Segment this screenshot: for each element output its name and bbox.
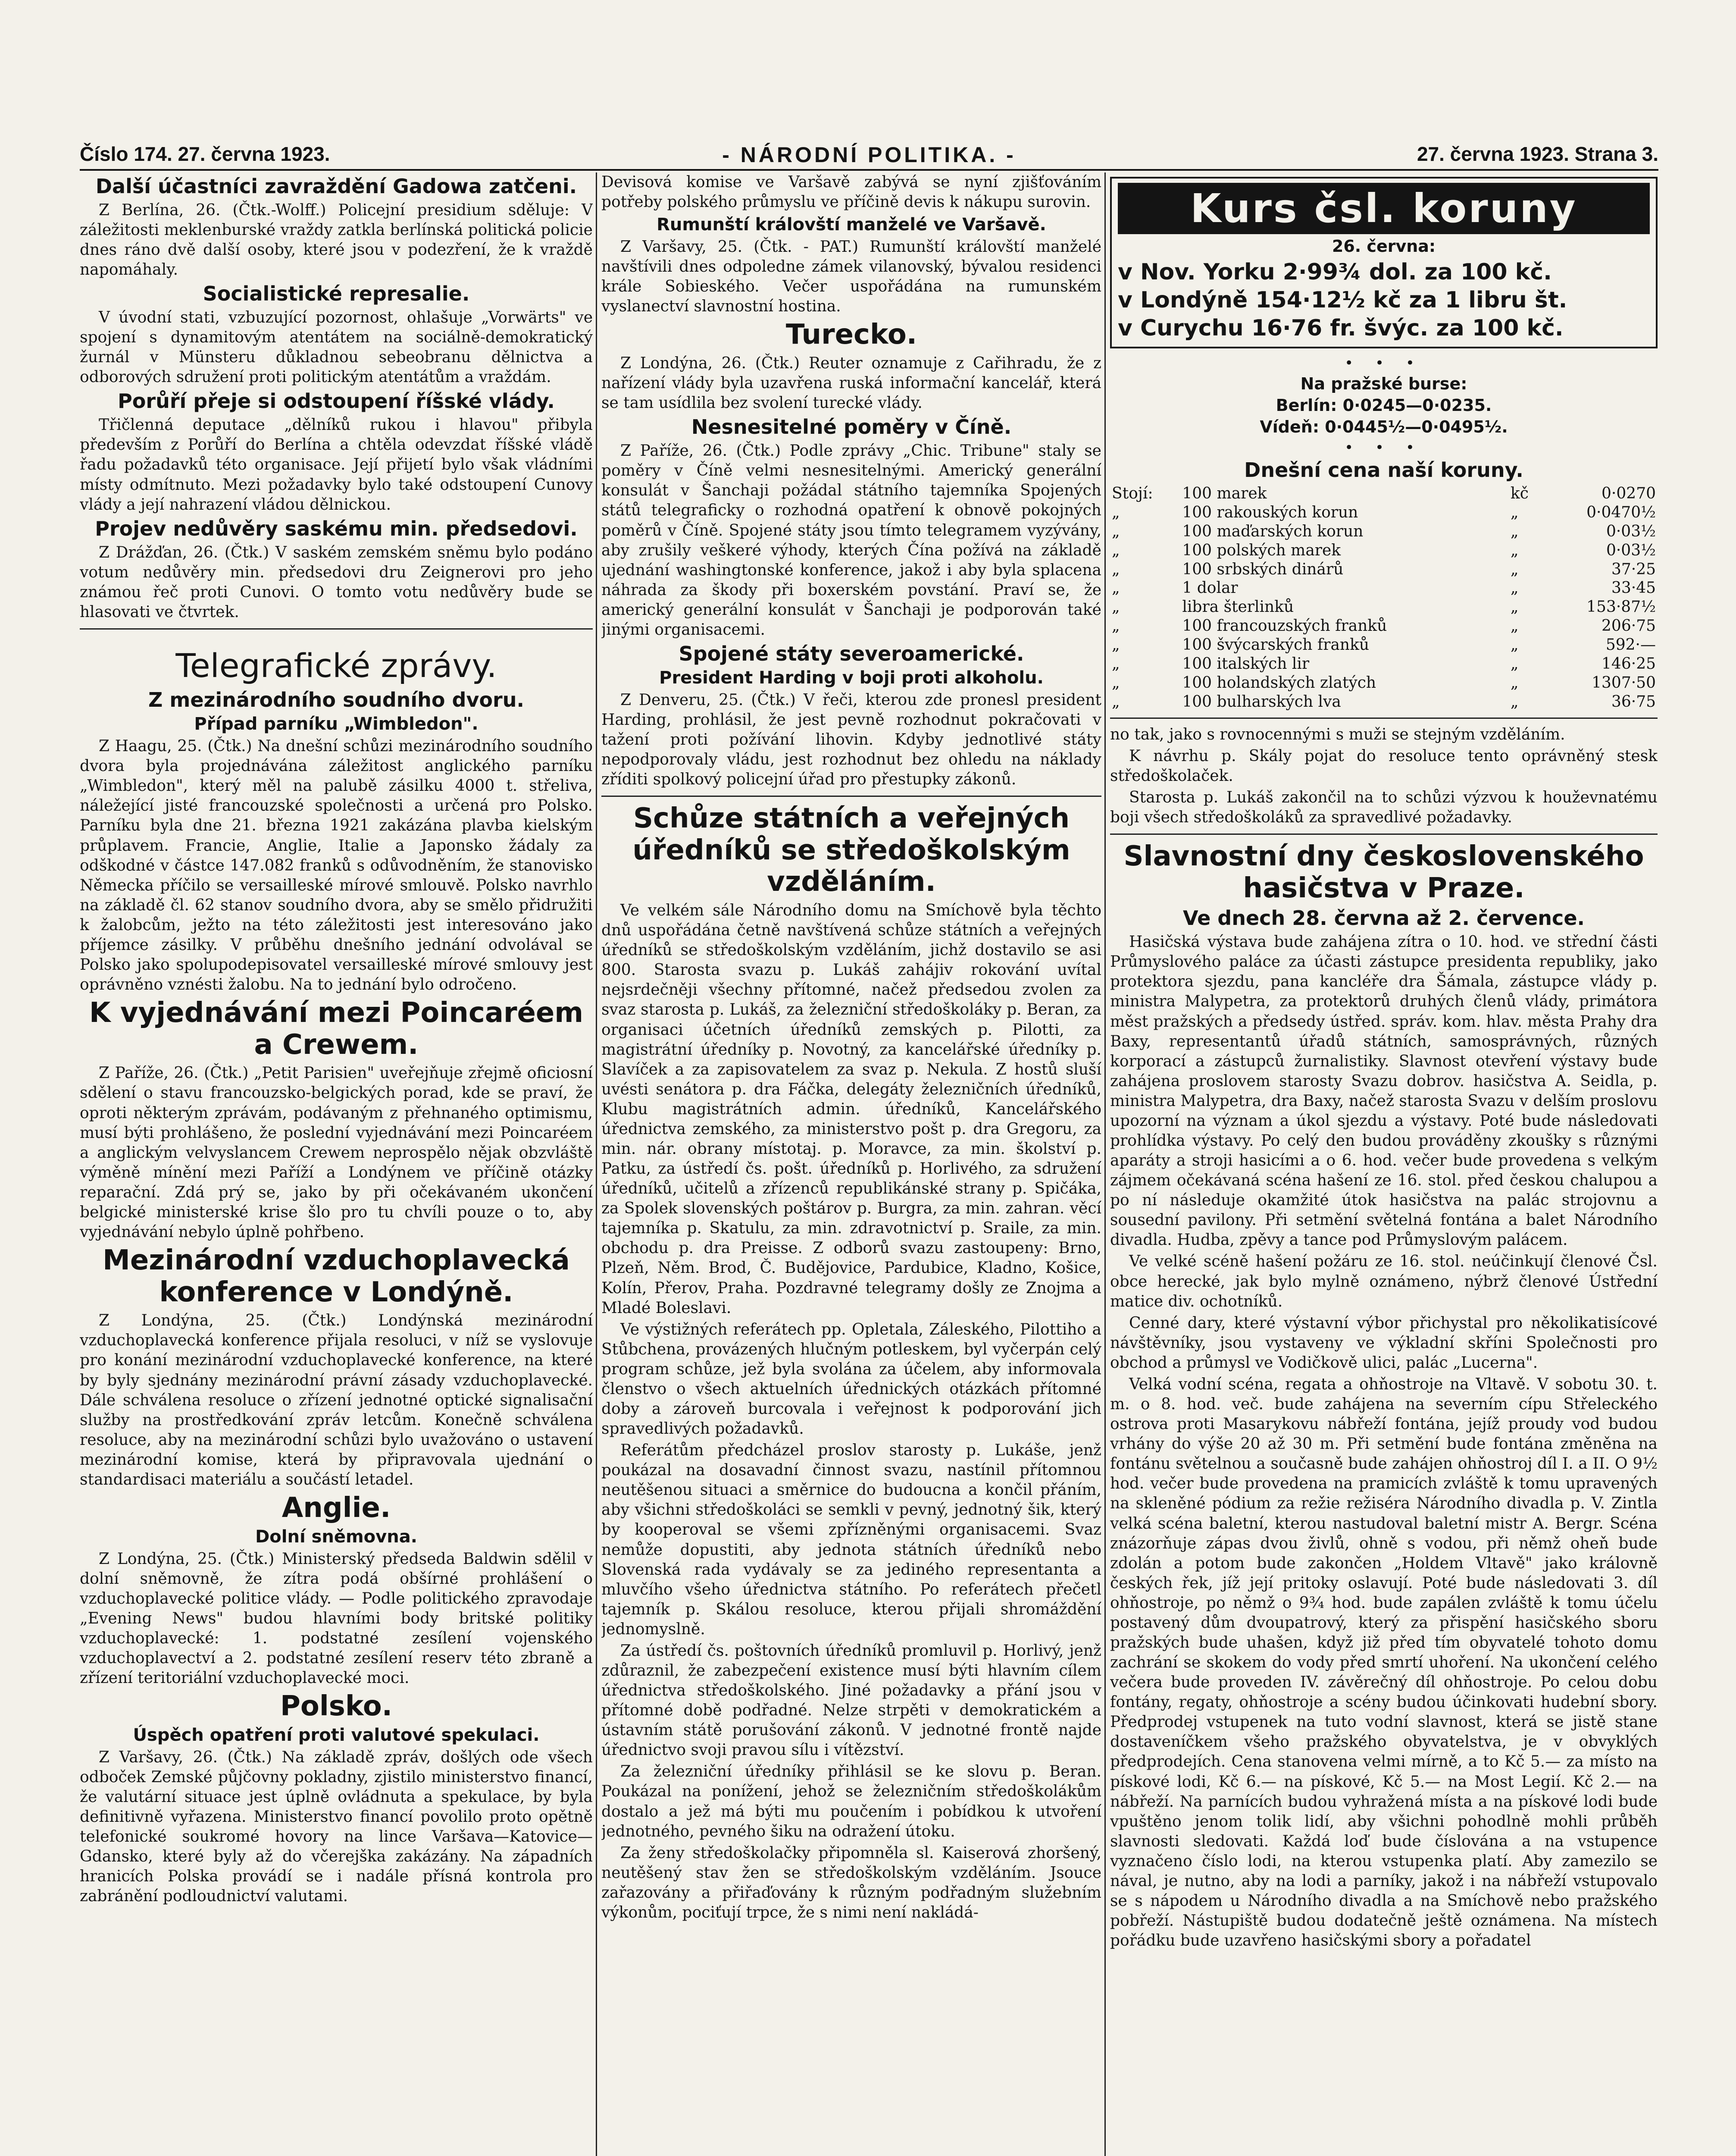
rate-value: 0·0470½ — [1586, 503, 1656, 521]
currency-rate-row — [1110, 522, 1658, 541]
article-headline: Z mezinárodního soudního dvoru. — [148, 688, 524, 712]
currency-rate-row — [1110, 655, 1658, 674]
article-text: Z Varšavy, 26. (Čtk.) Na základě zpráv, došlých ode všech odboček Zemské půjčovny pokladny, zjistilo ministerstvo financí, že valutární situace jest úplně ovládnuta a spekulace, by byla definitivně vyřazena. Ministerstvo financí povolilo proto opětně telefonické soukromé hovory na lince Varšava—Katovice—Gdansko, které byly až do včerejška zakázány. Na západních hranicích Polska provádí se i nadále přísná kontrola pro zabránění podloudnictví valutami. — [80, 1748, 593, 1905]
article-text: Z Paříže, 26. (Čtk.) „Petit Parisien" uveřejňuje zřejmě oficiosní sdělení o stavu francouzsko-belgických porad, kde se praví, že oproti některým zprávám, podávaným z přehnaného optimismu, musí býti prohlášeno, že poslední vyjednávání mezi Poincaréem a anglickým velvyslancem Crewem neprospělo nějak obzvláště výměně mínění mezi Paříží a Londýnem ve příčině otázky reparační. Zdá prý se, jako by při očekávaném ukončení belgické ministerské krise šlo pro tu chvíli pouze o to, aby vyjednávání nebylo úplně pohřbeno. — [80, 1064, 593, 1241]
rate-value: 146·25 — [1601, 655, 1656, 673]
bourse-vienna: Vídeň: 0·0445½—0·0495½. — [1260, 417, 1508, 436]
column-3 — [1110, 172, 1658, 2156]
article-headline: Nesnesitelné poměry v Číně. — [691, 415, 1012, 439]
article-subheadline: Případ parníku „Wimbledon". — [194, 714, 479, 734]
article-headline: Anglie. — [282, 1492, 391, 1524]
rate-value: 1307·50 — [1592, 674, 1656, 692]
rate-unit: „ — [1510, 503, 1519, 521]
article-text: no tak, jako s rovnocennými s muži se stejným vzděláním. — [1110, 725, 1565, 743]
ornament-dots: • • • — [1345, 439, 1423, 456]
currency-rate-row — [1110, 541, 1658, 560]
section-rule — [601, 796, 1101, 797]
article-headline: Socialistické represalie. — [203, 282, 470, 306]
article-text: Cenné dary, které výstavní výbor přichystal pro několikatisícové návštěvníky, jsou vystaveny ve výkladní skříni Společnosti pro obchod a průmysl ve Vodičkově ulici, palác „Lucerna". — [1110, 1314, 1658, 1372]
ornament-dots: • • • — [1345, 354, 1423, 372]
rate-prefix: „ — [1112, 655, 1120, 673]
column-divider — [1104, 172, 1106, 2156]
exchange-rate-box — [1110, 177, 1658, 348]
article-text: Z Londýna, 25. (Čtk.) Londýnská mezinárodní vzduchoplavecká konference přijala resoluci, v níž se vyslovuje pro konání mezinárodní vzduchoplavecké konference, na které by byly sjednány mezinárodní právní zásady vzduchoplavecké. Dále schválena resoluce o zřízení jednotné optické signalisační služby na prostředkování zpráv letcům. Konečně schválena resoluce, aby na mezinárodní schůzi bylo uvažováno o ustavení mezinárodní komise, která by připravovala ujednání o standardisaci materiálu a součástí letadel. — [80, 1312, 593, 1489]
rate-unit: „ — [1510, 541, 1519, 559]
article-text: Za ženy středoškolačky připomněla sl. Kaiserová zhoršený, neutěšený stav žen se středoškolským vzděláním. Jsouce zařazovány a přiřaďovány k různým podřadným služebním výkonům, pociťují trpce, že s nimi není nakládá- — [601, 1844, 1101, 1921]
page-header — [80, 138, 1658, 172]
exchange-rate-title: Kurs čsl. koruny — [1118, 183, 1650, 234]
currency-rate-row — [1110, 503, 1658, 522]
article-headline: K vyjednávání mezi Poincaréem a Crewem. — [89, 997, 584, 1061]
header-rule — [80, 169, 1658, 171]
rate-label: 100 švýcarských franků — [1182, 636, 1370, 654]
article-text: Třičlenná deputace „dělníků rukou i hlavou" přibyla především z Porůří do Berlína a chtěla odevzdat říšské vládě řadu požadavků této organisace. Její přijetí bylo však vládními místy odmítnuto. Mezi požadavky bylo také odstoupení Cunovy vlády a její nahrazení vládou dělnickou. — [80, 416, 593, 514]
section-rule — [1110, 834, 1658, 835]
section-title: Telegrafické zprávy. — [175, 646, 497, 685]
article-headline: Porůří přeje si odstoupení říšské vlády. — [118, 389, 555, 413]
rate-unit: „ — [1510, 674, 1519, 692]
rate-prefix: „ — [1112, 598, 1120, 616]
rate-value: 0·03½ — [1606, 522, 1656, 540]
currency-rate-row — [1110, 636, 1658, 655]
rate-london: v Londýně 154·12½ kč za 1 libru št. — [1118, 287, 1567, 313]
rate-unit: „ — [1510, 636, 1519, 654]
currency-rate-row — [1110, 693, 1658, 711]
rate-unit: „ — [1510, 598, 1519, 616]
rate-label: libra šterlinků — [1182, 598, 1294, 616]
article-text: Z Londýna, 25. (Čtk.) Ministerský předseda Baldwin sdělil v dolní sněmovně, že zítra podá obšírné prohlášení o vzduchoplavecké politice vlády. — Podle politického zpravodaje „Evening News" budou hlavními body britské politiky vzduchoplavecké: 1. podstatné zesílení vojenského vzduchoplavectví a 2. podstatné zesílení reserv této zbraně a zřízení teritoriální vzduchoplavecké moci. — [80, 1550, 593, 1687]
article-text: Z Londýna, 26. (Čtk.) Reuter oznamuje z Cařihradu, že z nařízení vlády byla uzavřena ruská informační kancelář, která se tam usídlila bez svolení turecké vlády. — [601, 354, 1101, 412]
article-text: Z Drážďan, 26. (Čtk.) V saském zemském sněmu bylo podáno votum nedůvěry min. předsedovi dru Zeignerovi pro jeho známou řeč proti Cunovi. O tomto votu nedůvěry bude se hlasovati ve čtvrtek. — [80, 543, 593, 621]
currency-rate-row — [1110, 674, 1658, 693]
article-headline: Rumunští královští manželé ve Varšavě. — [657, 215, 1046, 235]
currency-rate-row — [1110, 560, 1658, 579]
article-text: Z Berlína, 26. (Čtk.-Wolff.) Policejní presidium sděluje: V záležitosti meklenburské vraždy zatkla berlínská politická policie dnes ráno dvě další osoby, které jsou v podezření, že k vraždě napomáhaly. — [80, 201, 593, 279]
rate-label: 100 polských marek — [1182, 541, 1341, 559]
rate-unit: „ — [1510, 522, 1519, 540]
article-subheadline: Ve dnech 28. června až 2. července. — [1183, 906, 1585, 930]
currency-value-title: Dnešní cena naší koruny. — [1244, 458, 1523, 482]
currency-rate-row — [1110, 617, 1658, 636]
bourse-berlin: Berlín: 0·0245—0·0235. — [1276, 396, 1492, 415]
rate-value: 0·03½ — [1606, 541, 1656, 559]
article-text: Ve výstižných referátech pp. Opletala, Záleského, Pilottiho a Stůbchena, provázených hlučným potleskem, byl vyčerpán celý program schůze, jež byla svolána za účelem, aby informovala členstvo o všech aktuelních úřednických otázkách přítomné doby a zároveň burcovala i veřejnost k podporování jich spravedlivých požadavků. — [601, 1320, 1101, 1438]
rate-label: 100 italských lir — [1182, 655, 1310, 673]
exchange-rate-date: 26. června: — [1332, 237, 1436, 256]
currency-rate-row — [1110, 484, 1658, 503]
article-text: Velká vodní scéna, regata a ohňostroje na Vltavě. V sobotu 30. t. m. o 8. hod. več. bude zahájena na severním cípu Střeleckého ostrova proti Masarykovu nábřeží fontána, jejíž proudy vod budou vrhány do výše 20 až 30 m. Při setmění bude fontána změněna na fontánu světelnou a současně bude zahájen ohňostroj díl I. a II. O 9½ hod. večer bude provedena na pramicích zvláště k tomu upravených na skleněné pódium za režie režiséra Národního divadla p. V. Zintla velká scéna baletní, kterou nastudoval baletní mistr A. Bergr. Scéna znázorňuje zápas dvou živlů, ohně s vodou, při němž oheň bude zdolán a potom bude zakončen „Holdem Vltavě" jako královně českých řek, jíž její pritoky oslavují. Poté bude následovati 3. díl ohňostroje, po němž o 9¾ hod. bude zapálen zvláště k tomu účelu postavený dům dvoupatrový, který za přispění hasičského sboru pražských bude uhašen, když již před tím obyvatelé tohoto domu zachrání se skokem do vody před smrtí uhoření. Na ukončení celého večera bude proveden IV. závěrečný díl ohňostroje. Po celou dobu fontány, regaty, ohňostroje a scény budou účinkovati hudební sbory. Předprodej vstupenek na tuto vodní slavnost, která se jistě stane dostaveníčkem všeho pražského obyvatelstva, je v obvyklých předprodejích. Cena stanovena velmi mírně, a to Kč 5.— za místo na pískové lodi, Kč 6.— na pískové, Kč 5.— na Most Legií. Kč 2.— na nábřeží. Na parnících budou vyhražená místa a na pískové lodi bude vpuštěno jenom tolik lidí, aby všichni pohodlně mohli průběh slavnosti sledovati. Každá loď bude číslována a na vstupence vyznačeno číslo lodi, na kterou vstupenka platí. Aby zamezilo se nával, je nutno, aby na lodi a parníky, jakož i na nábřeží vstupovalo se s nápodem u Národního divadla a na Smíchově nebo pražského pobřeží. Nástupiště budou dodatečně ještě oznámena. Na místech pořádku bude uzavřeno hasičskými sbory a pořadatel — [1110, 1375, 1658, 1950]
currency-rate-row — [1110, 579, 1658, 598]
article-text: Hasičská výstava bude zahájena zítra o 10. hod. ve střední části Průmyslového paláce za účasti zástupce presidenta republiky, jako protektora sjezdu, pana kancléře dra Šámala, zástupce vlády p. ministra Malypetra, za protektorů druhých členů vlády, primátora měst pražských a předsedy ústřed. správ. kom. hlav. města Prahy dra Baxy, representantů úřadů státních, samosprávných, různých korporací a zástupců žurnalistiky. Slavnost otevření výstavy bude zahájena proslovem starosty Svazu dobrov. hasičstva A. Seidla, p. ministra Malypetra, dra Baxy, načež starosta Svazu v delším proslovu upozorní na význam a úkol sjezdu a výstavy. Poté bude následovati prohlídka výstavy. Po celý den budou prováděny zkoušky s různými aparáty a stroji hasicími a o 6. hod. večer bude provedena s velkým zájmem očekávaná scéna hašení ze 16. stol. před českou chalupou a po ní následuje okamžité útok hasičstva na palác strojovnu a sousední pavilony. Při setmění světelná fontána a balet Národního divadla. Hudba, zpěvy a tance pod Průmyslovým palácem. — [1110, 933, 1658, 1249]
article-subheadline: Dolní sněmovna. — [255, 1526, 417, 1547]
article-headline: Schůze státních a veřejných úředníků se středoškolským vzděláním. — [632, 802, 1070, 898]
rate-prefix: „ — [1112, 560, 1120, 578]
column-2 — [601, 172, 1101, 2156]
article-headline: Polsko. — [280, 1690, 393, 1723]
article-headline: Mezinárodní vzduchoplavecká konference v Londýně. — [103, 1244, 570, 1308]
rate-prefix: „ — [1112, 636, 1120, 654]
rate-prefix: „ — [1112, 522, 1120, 540]
article-text: V úvodní stati, vzbuzující pozornost, ohlašuje „Vorwärts" ve spojení s dynamitovým atentátem na sociálně-demokratický žurnál v Münsteru důkladnou sebeobranu dělnictva a odborových sdružení proti politickým atentátům a vraždám. — [80, 309, 593, 386]
currency-rate-table — [1110, 484, 1658, 711]
article-text: K návrhu p. Skály pojat do resoluce tento oprávněný stesk středoškolaček. — [1110, 747, 1658, 785]
article-subheadline: Úspěch opatření proti valutové spekulaci. — [133, 1725, 540, 1745]
article-text: Ve velké scéně hašení požáru ze 16. stol. neúčinkují členové Čsl. obce herecké, jak bylo mylně oznámeno, nýbrž členové Ústřední matice div. ochotníků. — [1110, 1253, 1658, 1310]
article-headline: Další účastníci zavraždění Gadowa zatčeni. — [95, 175, 577, 198]
rate-label: 100 srbských dinárů — [1182, 560, 1344, 578]
column-1 — [80, 172, 593, 2156]
article-headline: Slavnostní dny československého hasičstva v Praze. — [1123, 840, 1644, 904]
rate-label: 100 bulharských lva — [1182, 693, 1341, 711]
rate-unit: „ — [1510, 655, 1519, 673]
rate-label: 100 maďarských korun — [1182, 522, 1364, 540]
article-text: Za železniční úředníky přihlásil se ke slovu p. Beran. Poukázal na ponížení, jehož se železničním středoškolákům dostalo a jež má býti mu poučením i pobídkou k utvoření jednotného, pevného šiku na odražení útoku. — [601, 1763, 1101, 1840]
currency-rate-row — [1110, 598, 1658, 617]
article-headline: Spojené státy severoamerické. — [679, 642, 1024, 665]
article-subheadline: President Harding v boji proti alkoholu. — [659, 667, 1044, 688]
rate-new-york: v Nov. Yorku 2·99¾ dol. za 100 kč. — [1118, 259, 1552, 285]
article-text: Devisová komise ve Varšavě zabývá se nyní zjišťováním potřeby polského průmyslu ve příčině devis k nákupu surovin. — [601, 173, 1101, 211]
rate-value: 206·75 — [1601, 617, 1656, 635]
rate-unit: „ — [1510, 693, 1519, 711]
rate-prefix: Stojí: — [1112, 484, 1153, 502]
rate-label: 100 rakouských korun — [1182, 503, 1358, 521]
rate-unit: „ — [1510, 617, 1519, 635]
article-text: Z Paříže, 26. (Čtk.) Podle zprávy „Chic. Tribune" staly se poměry v Číně velmi nesnesitelnými. Americký generální konsulát v Šanchaji požádal státního tajemníka Spojených států telegraficky o rozhodná opatření k obnově pokojných poměrů v Číně. Spojené státy jsou tímto telegramem vyzývány, aby zrušily veškeré výhody, kterých Čína požívá na základě ujednání washingtonské konference, jakož i aby byla splacena náhrada za škody při boxerském povstání. Praví se, že americký generální konsulát v Šanchaji je podporován také jinými organisacemi. — [601, 442, 1101, 639]
newspaper-title: - NÁRODNÍ POLITIKA. - — [722, 143, 1016, 167]
rate-prefix: „ — [1112, 617, 1120, 635]
bourse-title: Na pražské burse: — [1300, 374, 1467, 393]
column-divider — [596, 172, 597, 2156]
rate-label: 1 dolar — [1182, 579, 1238, 597]
rate-prefix: „ — [1112, 503, 1120, 521]
rate-value: 36·75 — [1611, 693, 1656, 711]
issue-info: Číslo 174. 27. června 1923. — [80, 143, 330, 165]
rate-prefix: „ — [1112, 541, 1120, 559]
rate-prefix: „ — [1112, 693, 1120, 711]
rate-prefix: „ — [1112, 579, 1120, 597]
rate-label: 100 marek — [1182, 484, 1267, 502]
section-rule — [1110, 718, 1658, 719]
rate-value: 592·— — [1605, 636, 1656, 654]
article-text: Z Denveru, 25. (Čtk.) V řeči, kterou zde pronesl president Harding, prohlásil, že jest pevně rozhodnut pokračovati v tažení proti požívání lihovin. Kdyby jednotlivé státy nepodporovaly vládu, jest rozhodnut bez ohledu na náklady zříditi spolkový policejní úřad pro přestupky zákonů. — [601, 691, 1101, 789]
rate-zurich: v Curychu 16·76 fr. švýc. za 100 kč. — [1118, 315, 1564, 341]
date-page-info: 27. června 1923. Strana 3. — [1417, 143, 1658, 165]
article-text: Z Varšavy, 25. (Čtk. - PAT.) Rumunští královští manželé navštívili dnes odpoledne zámek vilanovský, bývalou residenci krále Sobieského. Večer uspořádána na rumunském vyslanectví slavnostní hostina. — [601, 238, 1101, 316]
article-text: Ve velkém sále Národního domu na Smíchově byla těchto dnů uspořádána četně navštívená schůze státních a veřejných úředníků se středoškolským vzděláním, jichž dostavilo se asi 800. Starosta svazu p. Lukáš zahájiv rokování uvítal nejsrdečněji všechny přítomné, načež předsedou zvolen za svaz starosta p. Lukáš, za železniční středoškoláky p. Beran, za organisaci účetních úředníků zemských p. Pilotti, za magistrátní úředníky p. Novotný, za kancelářské úředníky p. Slavíček a za zapisovatelem za svaz p. Nekula. Z hostů sluší uvésti senátora p. dra Fáčka, delegáty železničních úředníků, Klubu magistrátních admin. úředníků, Kancelářského úřednictva zemského, za ministerstvo pošt p. dra Gregoru, za min. nár. obrany místotaj. p. Moravce, za min. školství p. Patku, za ústředí čs. pošt. úředníků p. Horlivého, za sdružení úředníků, učitelů a zřízenců republikánské strany p. Spičáka, za Spolek slovenských poštárov p. Burgra, za min. zahran. věcí tajemníka p. Skatulu, za min. zdravotnictví p. Sraile, za min. obchodu p. dra Preisse. Z odborů svazu zastoupeny: Brno, Plzeň, Něm. Brod, Č. Budějovice, Pardubice, Kladno, Košice, Kolín, Přerov, Praha. Pozdravné telegramy došly ze Znojma a Mladé Boleslavi. — [601, 902, 1101, 1317]
section-rule — [80, 628, 593, 630]
article-text: Z Haagu, 25. (Čtk.) Na dnešní schůzi mezinárodního soudního dvora byla projednávána záležitost anglického parníku „Wimbledon", který měl na palubě zásilku 4000 t. střeliva, náležející jisté francouzské společnosti a určená pro Polsko. Parníku byla dne 21. března 1921 zakázána plavba kielským průplavem. Francie, Anglie, Italie a Japonsko žádaly za odškodné v částce 147.082 franků s odůvodněním, že stanovisko Německa příčilo se versailleské mírové smlouvě. Polsko navrhlo na základě čl. 62 stanov soudního dvora, aby se smělo přidružiti k žalobcům, ježto na této záležitosti jest interesováno jako příjemce zásilky. V průběhu dnešního jednání odvolával se Polsko jako spolupodepisovatel versailleské mírové smlouvy jest oprávněno vznésti žalobu. Na to jednání bylo odročeno. — [80, 737, 593, 994]
article-text: Starosta p. Lukáš zakončil na to schůzi výzvou k houževnatému boji všech středoškoláků za spravedlivé požadavky. — [1110, 789, 1658, 827]
rate-label: 100 holandských zlatých — [1182, 674, 1376, 692]
article-text: Referátům předcházel proslov starosty p. Lukáše, jenž poukázal na dosavadní činnost svazu, nastínil přítomnou neutěšenou situaci a směrnice do budoucna a končil přáním, aby všichni středoškoláci se semkli v pevný, jednotný šik, který by kooperoval se všemi zpřízněnými organisacemi. Svaz nemůže dopustiti, aby jednota státních úředníků nebo Slovenská rada vydávaly se za jediného representanta a mluvčího všeho úřednictva státního. Po referátech přečetl tajemník p. Skálou resoluce, kterou přijali shromáždění jednomyslně. — [601, 1442, 1101, 1638]
rate-unit: „ — [1510, 560, 1519, 578]
rate-value: 33·45 — [1611, 579, 1656, 597]
rate-prefix: „ — [1112, 674, 1120, 692]
article-headline: Turecko. — [785, 319, 917, 351]
rate-value: 0·0270 — [1601, 484, 1656, 502]
article-headline: Projev nedůvěry saskému min. předsedovi. — [95, 517, 578, 540]
rate-value: 153·87½ — [1586, 598, 1656, 616]
rate-value: 37·25 — [1611, 560, 1656, 578]
rate-unit: kč — [1510, 484, 1529, 502]
rate-unit: „ — [1510, 579, 1519, 597]
article-text: Za ústředí čs. poštovních úředníků promluvil p. Horlivý, jenž zdůraznil, že zabezpečení existence musí býti hlavním cílem úřednictva středoškolského. Jiné požadavky a přání jsou v přítomné době podřadné. Nelze strpěti v demokratickém a ústavním státě porušování zákonů. V jednotné frontě najde úřednictvo svoji pravou sílu i vítězství. — [601, 1642, 1101, 1759]
rate-label: 100 francouzských franků — [1182, 617, 1387, 635]
